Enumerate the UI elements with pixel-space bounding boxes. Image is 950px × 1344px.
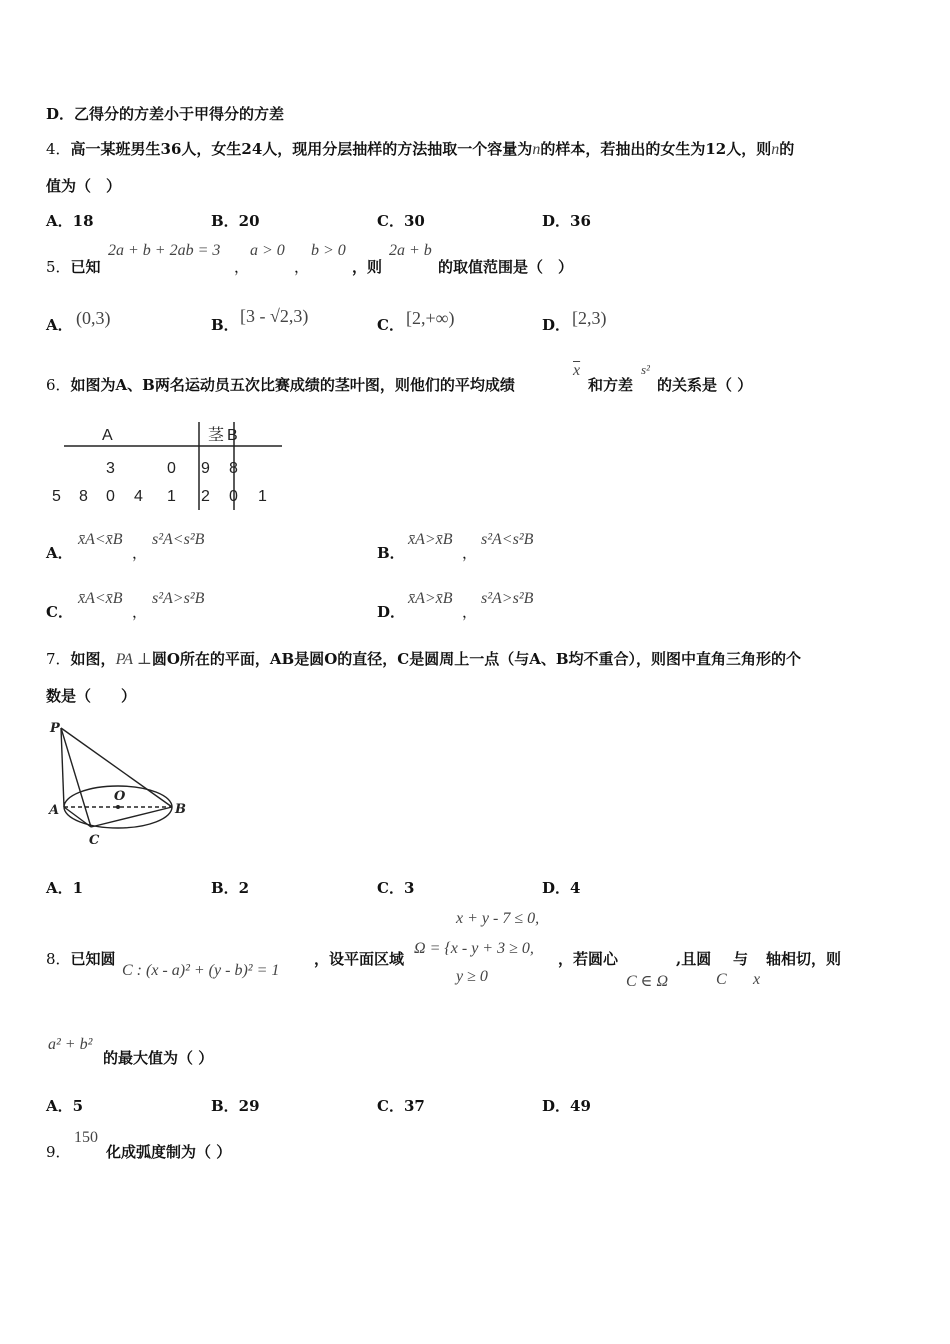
q9-number: 9．: [46, 1143, 71, 1161]
q9-tail: 化成弧度制为（ ）: [106, 1143, 232, 1161]
stem-leaf-header-stem: 茎: [208, 427, 225, 444]
leaf-b-1-0: 2: [201, 488, 210, 505]
q6-option-c-m1: x̄A<x̄B: [78, 590, 123, 607]
q5-option-a-label: A．: [46, 316, 73, 334]
q4-text-b: 的样本，若抽出的女生为12人，则: [540, 140, 772, 158]
leaf-b-1-2: 1: [258, 488, 267, 505]
q6-option-b-label: B．: [377, 544, 405, 562]
q5-option-b-label: B．: [211, 316, 239, 334]
q5-option-b-math: [3 - √2,3): [240, 306, 309, 326]
leaf-a-1-2: 0: [106, 488, 115, 505]
q8-mid: ，设平面区域: [314, 950, 405, 968]
stem-0: 0: [167, 460, 176, 477]
q8-and: ,且圆: [676, 950, 712, 968]
q5-option-a-math: (0,3): [76, 308, 111, 328]
q4-option-b: B．20: [211, 212, 260, 230]
q6-text-b: 和方差: [588, 376, 634, 394]
q5-cond1: 2a + b + 2ab = 3: [108, 242, 221, 259]
q6-option-d-label: D．: [377, 603, 406, 621]
center-o-dot: [116, 805, 120, 809]
q5-lead: 已知: [70, 258, 101, 276]
q8-tail: 的最大值为（ ）: [103, 1049, 214, 1067]
q7-option-c: C．3: [377, 879, 415, 897]
q5-then: ，则: [352, 258, 383, 276]
q6-option-c-comma: ，: [132, 603, 148, 621]
q8-region-mid: Ω = {x - y + 3 ≥ 0,: [414, 940, 534, 957]
leaf-a-0-3: 3: [106, 460, 115, 477]
q4-option-d: D．36: [542, 212, 591, 230]
q7-option-a: A．1: [46, 879, 84, 897]
q5-comma2: ，: [294, 258, 310, 276]
segment-ac: [64, 807, 91, 827]
segment-cb: [91, 807, 172, 827]
q6-option-c-label: C．: [46, 603, 73, 621]
leaf-a-1-3: 4: [134, 488, 143, 505]
q5-option-c: [377, 314, 404, 335]
q6-option-a-label: A．: [46, 544, 73, 562]
q5-number-lead: [46, 256, 101, 277]
q9-angle: 150: [74, 1129, 98, 1146]
q9-number-line: [46, 1141, 71, 1162]
q7-line2: 数是（ ）: [46, 687, 137, 705]
q5-tail: 的取值范围是（ ）: [438, 258, 574, 276]
q7-number: 7．: [46, 650, 71, 668]
q8-region-bot: y ≥ 0: [456, 968, 488, 985]
label-a: A: [49, 803, 60, 818]
q4-number: 4．: [46, 140, 71, 158]
q8-option-b: B．29: [211, 1097, 260, 1115]
q5-number: 5．: [46, 258, 71, 276]
q6-option-b-m1: x̄A>x̄B: [408, 531, 453, 548]
label-c: C: [89, 833, 100, 848]
q5-option-d-math: [2,3): [572, 308, 607, 328]
q8-max-expr: a² + b²: [48, 1036, 93, 1053]
q5-cond3: b > 0: [311, 242, 346, 259]
q8-lead: 已知圆: [70, 950, 116, 968]
q6-option-d-m2: s²A>s²B: [481, 590, 534, 607]
q6-option-d-comma: ，: [462, 603, 478, 621]
segment-pa: [61, 728, 64, 807]
q6-option-a-comma: ，: [132, 544, 148, 562]
q5-comma1: ，: [234, 258, 250, 276]
stem-leaf-header-a: A: [102, 427, 113, 444]
q4-text-c: 的: [779, 140, 795, 158]
leaf-b-0-1: 8: [229, 460, 238, 477]
q7-text-a: 圆O所在的平面，AB是圆O的直径，C是圆周上一点（与A、B均不重合），则图中直角三角形的个: [151, 650, 802, 668]
q5-option-d-label: D．: [542, 316, 571, 334]
q6-text-c: 的关系是（ ）: [657, 376, 753, 394]
q6-s2: s²: [641, 362, 650, 377]
q3-option-d: D．乙得分的方差小于甲得分的方差: [46, 105, 285, 123]
q6-option-b-comma: ，: [462, 544, 478, 562]
leaf-a-1-1: 8: [79, 488, 88, 505]
q7-lead: 如图，: [70, 650, 116, 668]
q4-text-a: 高一某班男生36人，女生24人，现用分层抽样的方法抽取一个容量为: [70, 140, 533, 158]
q5-option-c-math: [2,+∞): [406, 308, 455, 328]
q8-option-c: C．37: [377, 1097, 425, 1115]
q5-option-c-label: C．: [377, 316, 404, 334]
q8-c: C: [716, 971, 727, 988]
label-b: B: [175, 802, 186, 817]
q4-line2: 值为（ ）: [46, 177, 122, 195]
q7-option-b: B．2: [211, 879, 250, 897]
q8-option-d: D．49: [542, 1097, 591, 1115]
q4-var-n: n: [532, 141, 541, 158]
q8-number-lead: [46, 948, 116, 969]
q6-option-a-m1: x̄A<x̄B: [78, 531, 123, 548]
leaf-b-0-0: 9: [201, 460, 210, 477]
q5-option-b: [211, 314, 239, 335]
q7-pa: PA ⊥: [115, 651, 152, 668]
q7-line1: [46, 648, 801, 669]
q8-cond: ，若圆心: [558, 950, 619, 968]
leaf-b-1-1: 0: [229, 488, 238, 505]
leaf-a-1-0: 5: [52, 488, 61, 505]
q4-line1: [46, 138, 794, 159]
q6-xbar: $\overline{x}$: [573, 362, 581, 379]
q7-option-d: D．4: [542, 879, 581, 897]
q8-number: 8．: [46, 950, 71, 968]
q8-circle: C : (x - a)² + (y - b)² = 1: [122, 962, 280, 979]
label-o: O: [114, 789, 126, 804]
q6-option-b-m2: s²A<s²B: [481, 531, 534, 548]
q6-text-a: 如图为A、B两名运动员五次比赛成绩的茎叶图，则他们的平均成绩: [70, 376, 515, 394]
q8-axis: 轴相切，则: [766, 950, 842, 968]
q4-var-n2: n: [771, 141, 780, 158]
q6-option-d-m1: x̄A>x̄B: [408, 590, 453, 607]
q5-option-d: [542, 314, 570, 335]
q4-option-c: C．30: [377, 212, 425, 230]
q5-expr: 2a + b: [389, 242, 432, 259]
q8-option-a: A．5: [46, 1097, 84, 1115]
q7-cone-figure: [46, 716, 196, 851]
stem-leaf-plot: [46, 420, 286, 512]
stem-leaf-header-b-visible: B: [227, 427, 238, 444]
stem-1: 1: [167, 488, 176, 505]
label-p: P: [50, 721, 60, 736]
q8-x: x: [753, 971, 761, 988]
q6-option-a-m2: s²A<s²B: [152, 531, 205, 548]
q4-option-a: A．18: [46, 212, 94, 230]
q6-line1: [46, 374, 515, 395]
q5-cond2: a > 0: [250, 242, 285, 259]
q5-option-a: [46, 314, 73, 335]
q8-region-top: x + y - 7 ≤ 0,: [456, 910, 540, 927]
q6-option-c-m2: s²A>s²B: [152, 590, 205, 607]
q6-number: 6．: [46, 376, 71, 394]
q8-c-in: C ∈ Ω: [626, 973, 669, 990]
q8-with: 与: [733, 950, 749, 968]
